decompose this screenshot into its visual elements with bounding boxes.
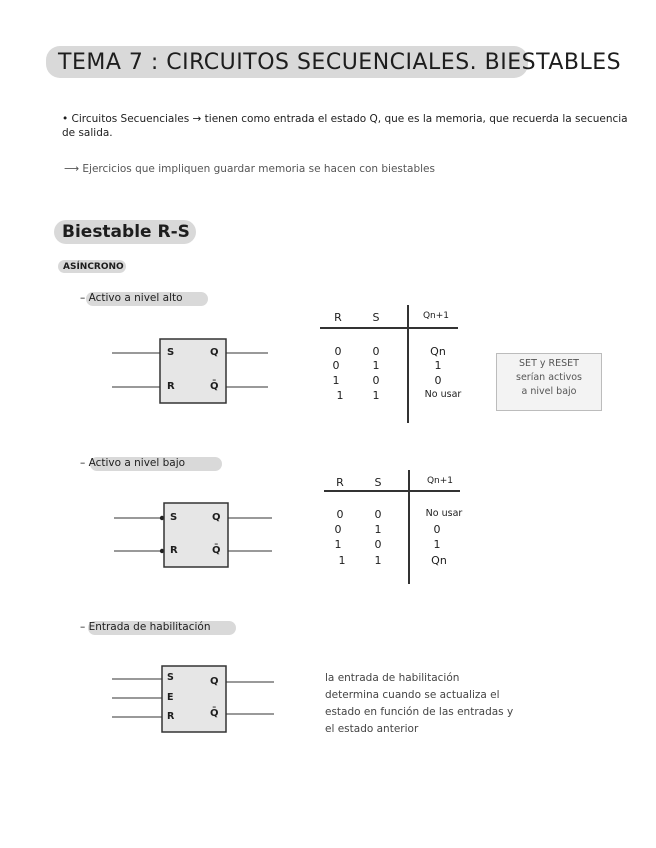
section-heading: Biestable R-S: [62, 222, 190, 242]
table-cell: 0: [372, 374, 380, 387]
page-title: TEMA 7 : CIRCUITOS SECUENCIALES. BIESTABLES: [58, 50, 622, 75]
ff-low-output-qbar: Q̄: [212, 545, 221, 556]
table-header: R: [336, 476, 344, 489]
table-cell: 1: [372, 359, 380, 372]
ff-low-output-q: Q: [212, 512, 221, 523]
table-cell: 0: [334, 523, 342, 536]
ff-high-output-q: Q: [210, 347, 219, 358]
table-cell: 1: [334, 538, 342, 551]
ff-low-input-r: R: [170, 545, 178, 556]
table-cell: Qn: [431, 554, 447, 567]
table-header: S: [372, 311, 380, 324]
table-cell: 1: [433, 538, 441, 551]
ff-high-output-qbar: Q̄: [210, 381, 219, 392]
table-header: Qn+1: [422, 311, 450, 321]
ff-enable-input-s: S: [167, 672, 174, 683]
table-header: Qn+1: [426, 476, 454, 486]
ff-high-input-r: R: [167, 381, 175, 392]
ff-high-input-s: S: [167, 347, 175, 358]
ff-enable-output-q: Q: [210, 676, 219, 687]
table-cell: 0: [433, 523, 441, 536]
table-cell: 0: [374, 508, 382, 521]
intro-arrow-note: ⟶ Ejercicios que impliquen guardar memoria se hacen con biestables: [64, 163, 435, 175]
enable-description: la entrada de habilitación determina cuando se actualiza el estado en función de las entradas y el estado anterior: [325, 672, 514, 735]
table-cell: 0: [434, 374, 442, 387]
note-line: a nivel bajo: [521, 386, 577, 397]
note-line: SET y RESET: [519, 358, 579, 369]
table-cell: 1: [336, 389, 344, 402]
table-cell: 0: [336, 508, 344, 521]
table-cell: 0: [334, 345, 342, 358]
low-label: – Activo a nivel bajo: [80, 457, 186, 469]
async-tag: ASÍNCRONO: [63, 262, 124, 272]
table-cell: 1: [374, 523, 382, 536]
ff-enable-output-qbar: Q̄: [210, 708, 219, 719]
table-cell: 1: [372, 389, 380, 402]
table-cell: 1: [434, 359, 442, 372]
table-cell: Qn: [430, 345, 446, 358]
table-cell: 0: [332, 359, 340, 372]
table-cell: No usar: [424, 389, 462, 400]
ff-enable-input-e: E: [167, 692, 174, 703]
ff-low-input-s: S: [170, 512, 178, 523]
ff-enable-input-r: R: [167, 711, 175, 722]
table-cell: No usar: [425, 508, 463, 519]
intro-bullet: • Circuitos Secuenciales → tienen como entrada el estado Q, que es la memoria, que recuerda la secuencia de salida.: [62, 113, 628, 139]
high-label: – Activo a nivel alto: [80, 292, 183, 304]
table-header: S: [374, 476, 382, 489]
table-header: R: [334, 311, 342, 324]
table-cell: 0: [372, 345, 380, 358]
note-line: serían activos: [516, 372, 582, 383]
table-cell: 0: [374, 538, 382, 551]
table-cell: 1: [374, 554, 382, 567]
table-cell: 1: [338, 554, 346, 567]
enable-label: – Entrada de habilitación: [80, 621, 211, 633]
table-cell: 1: [332, 374, 340, 387]
